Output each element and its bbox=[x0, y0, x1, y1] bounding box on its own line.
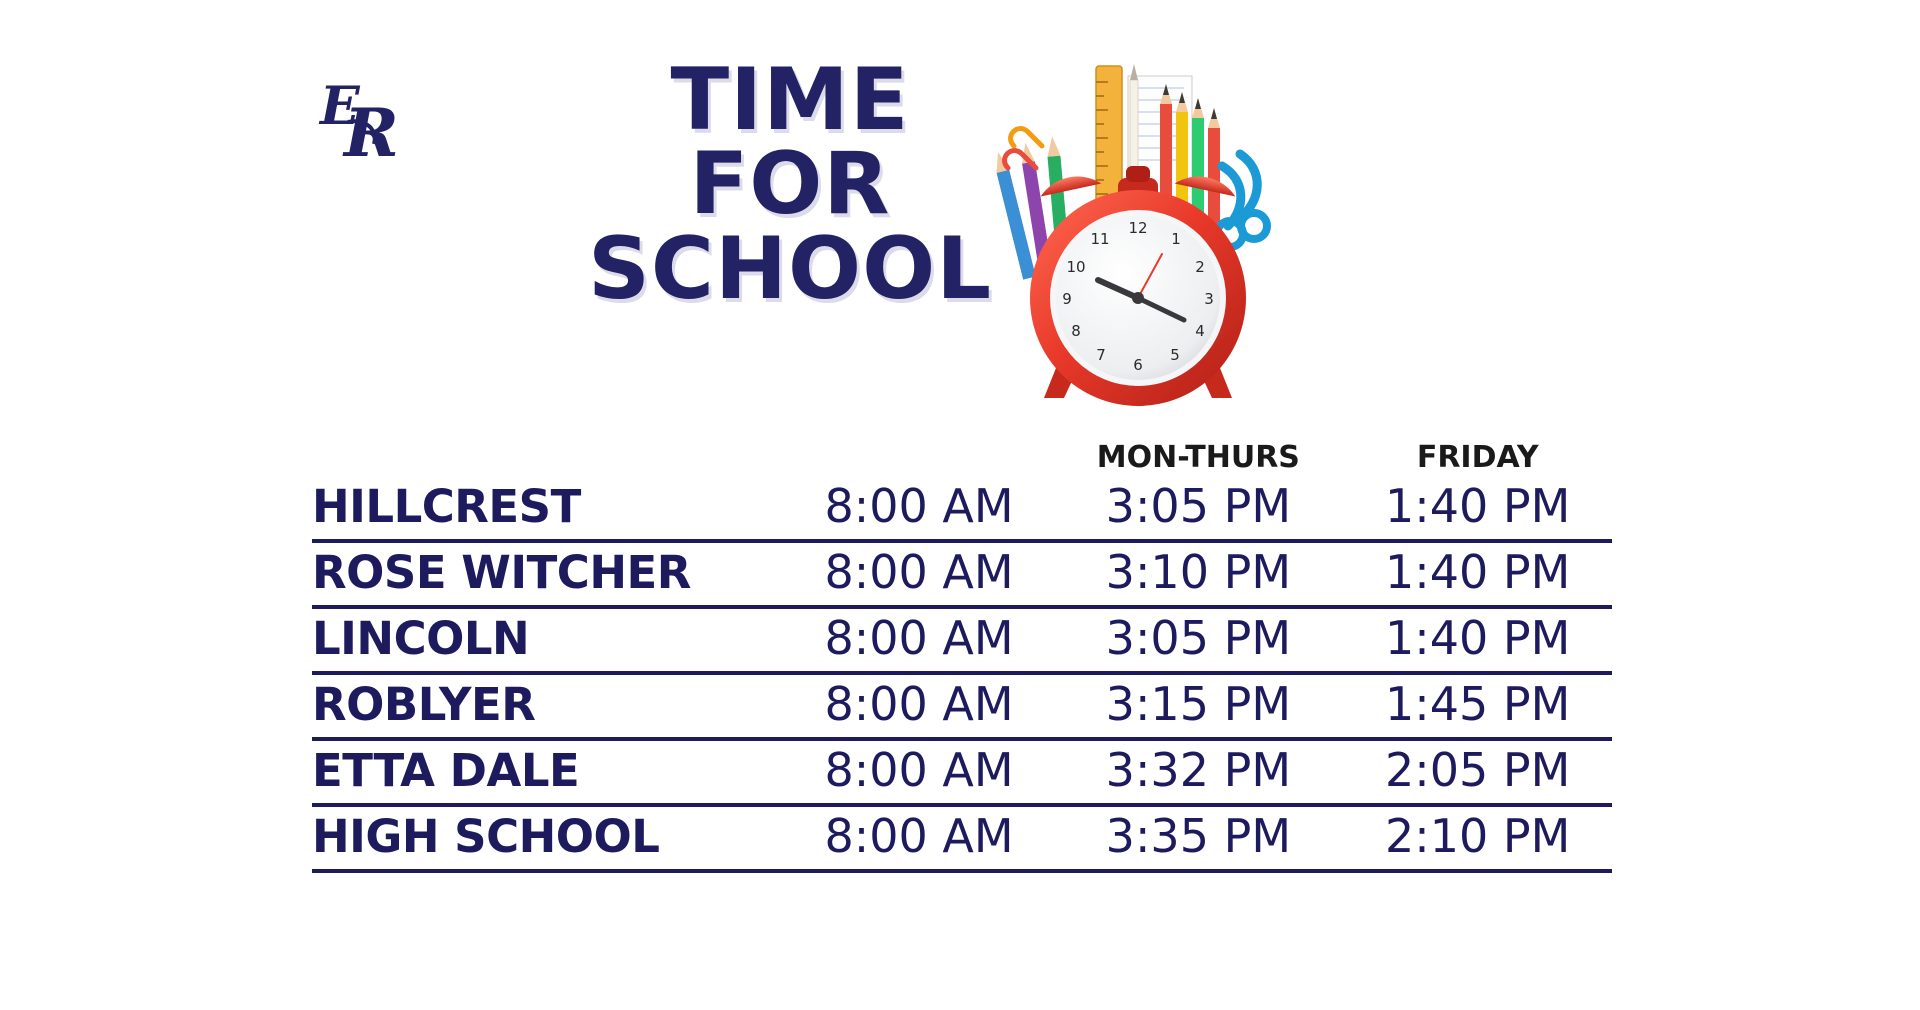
title-line-for: FOR bbox=[689, 134, 891, 235]
svg-text:6: 6 bbox=[1133, 356, 1143, 374]
friday-time: 2:10 PM bbox=[1343, 805, 1612, 871]
svg-text:11: 11 bbox=[1090, 230, 1110, 248]
friday-time: 1:40 PM bbox=[1343, 477, 1612, 541]
friday-time: 1:40 PM bbox=[1343, 541, 1612, 607]
svg-text:2: 2 bbox=[1195, 258, 1205, 276]
table-row bbox=[312, 541, 1612, 607]
school-name: LINCOLN bbox=[312, 607, 785, 673]
svg-text:8: 8 bbox=[1071, 322, 1081, 340]
er-monogram-logo bbox=[318, 78, 414, 188]
table-row bbox=[312, 739, 1612, 805]
header-school bbox=[312, 440, 785, 477]
school-name: HILLCREST bbox=[312, 477, 785, 541]
svg-text:R: R bbox=[344, 94, 399, 172]
mon-thurs-time: 3:10 PM bbox=[1053, 541, 1343, 607]
title-line-time: TIME bbox=[670, 50, 910, 150]
svg-text:7: 7 bbox=[1096, 346, 1106, 364]
svg-text:9: 9 bbox=[1062, 290, 1072, 308]
friday-time: 2:05 PM bbox=[1343, 739, 1612, 805]
header-start-time bbox=[785, 440, 1054, 477]
school-name: ROBLYER bbox=[312, 673, 785, 739]
start-time: 8:00 AM bbox=[785, 805, 1054, 871]
alarm-clock-with-school-supplies-icon bbox=[978, 58, 1298, 413]
poster-title bbox=[560, 50, 1020, 319]
table-row bbox=[312, 477, 1612, 541]
svg-text:3: 3 bbox=[1204, 290, 1214, 308]
header-friday: FRIDAY bbox=[1416, 440, 1539, 475]
start-time: 8:00 AM bbox=[785, 477, 1054, 541]
friday-time: 1:40 PM bbox=[1343, 607, 1612, 673]
table-header-row bbox=[312, 440, 1612, 477]
table-row bbox=[312, 805, 1612, 871]
header-mon-thurs: MON-THURS bbox=[1096, 440, 1300, 475]
table-row bbox=[312, 673, 1612, 739]
bell-schedule-table bbox=[312, 440, 1612, 873]
svg-text:12: 12 bbox=[1128, 219, 1148, 237]
start-time: 8:00 AM bbox=[785, 607, 1054, 673]
start-time: 8:00 AM bbox=[785, 739, 1054, 805]
start-time: 8:00 AM bbox=[785, 541, 1054, 607]
start-time: 8:00 AM bbox=[785, 673, 1054, 739]
svg-text:5: 5 bbox=[1170, 346, 1180, 364]
school-name: ETTA DALE bbox=[312, 739, 785, 805]
svg-text:E: E bbox=[320, 78, 360, 137]
table-row bbox=[312, 607, 1612, 673]
svg-text:10: 10 bbox=[1066, 258, 1086, 276]
scissors bbox=[1217, 154, 1267, 247]
mon-thurs-time: 3:32 PM bbox=[1053, 739, 1343, 805]
mon-thurs-time: 3:05 PM bbox=[1053, 477, 1343, 541]
school-name: HIGH SCHOOL bbox=[312, 805, 785, 871]
clock-knob bbox=[1126, 166, 1150, 182]
svg-text:4: 4 bbox=[1195, 322, 1205, 340]
school-name: ROSE WITCHER bbox=[312, 541, 785, 607]
mon-thurs-time: 3:35 PM bbox=[1053, 805, 1343, 871]
svg-text:1: 1 bbox=[1171, 230, 1181, 248]
title-line-school: SCHOOL bbox=[587, 218, 993, 319]
mon-thurs-time: 3:15 PM bbox=[1053, 673, 1343, 739]
friday-time: 1:45 PM bbox=[1343, 673, 1612, 739]
mon-thurs-time: 3:05 PM bbox=[1053, 607, 1343, 673]
